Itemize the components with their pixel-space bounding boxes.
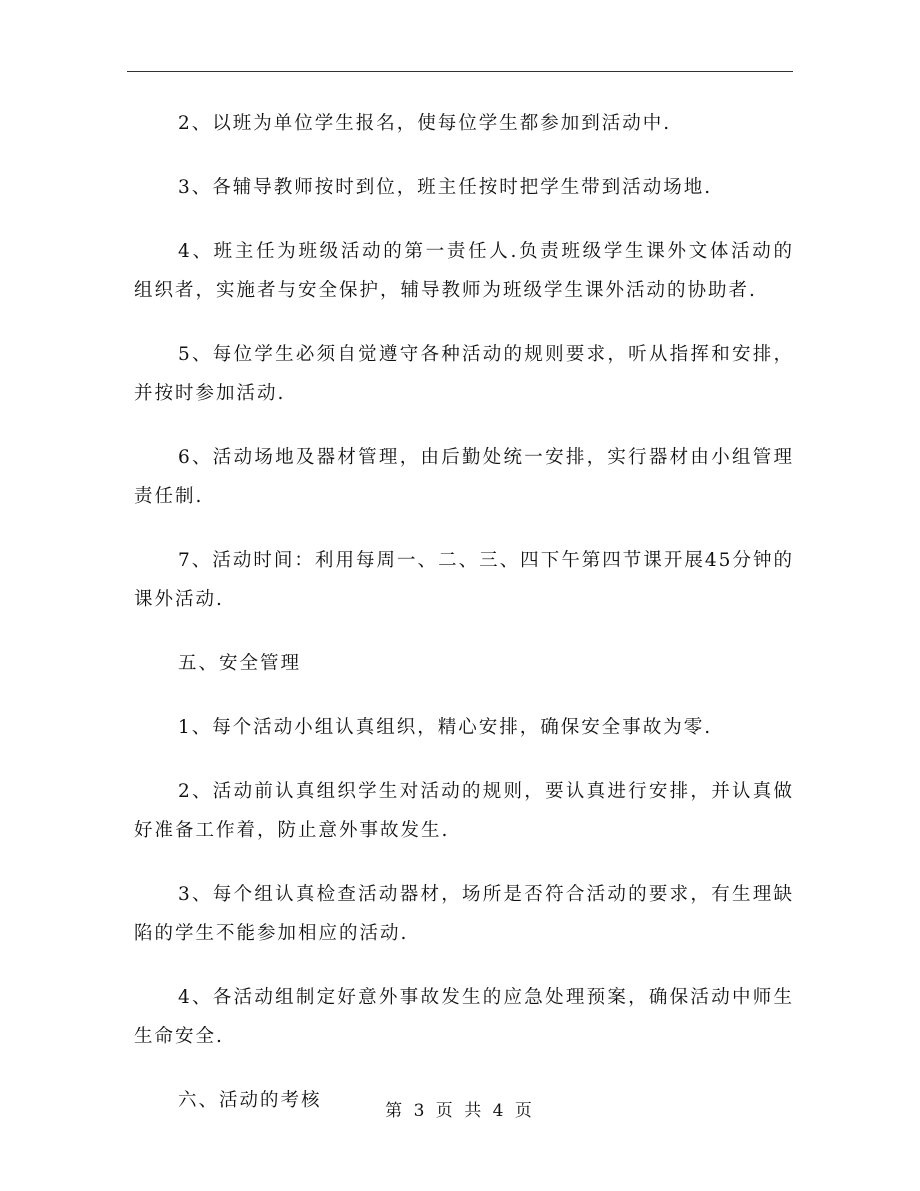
paragraph-item-5: 5、每位学生必须自觉遵守各种活动的规则要求，听从指挥和安排，并按时参加活动. xyxy=(134,344,794,404)
header-rule xyxy=(127,71,793,72)
section-heading-assessment: 六、活动的考核 xyxy=(178,1090,322,1111)
document-body xyxy=(134,104,794,1145)
page-number: 第 3 页 共 4 页 xyxy=(385,1101,535,1121)
safety-item-4: 4、各活动组制定好意外事故发生的应急处理预案，确保活动中师生生命安全. xyxy=(134,987,794,1047)
section-heading-safety: 五、安全管理 xyxy=(178,653,302,674)
safety-item-3: 3、每个组认真检查活动器材，场所是否符合活动的要求，有生理缺陷的学生不能参加相应的活动. xyxy=(134,884,794,944)
paragraph-item-2: 2、以班为单位学生报名，使每位学生都参加到活动中. xyxy=(178,113,672,134)
safety-item-2: 2、活动前认真组织学生对活动的规则，要认真进行安排，并认真做好准备工作着，防止意外事故发生. xyxy=(134,781,794,841)
paragraph-item-4: 4、班主任为班级活动的第一责任人.负责班级学生课外文体活动的组织者，实施者与安全保护，辅导教师为班级学生课外活动的协助者. xyxy=(134,241,794,301)
safety-item-1: 1、每个活动小组认真组织，精心安排，确保安全事故为零. xyxy=(178,717,713,738)
paragraph-item-7: 7、活动时间：利用每周一、二、三、四下午第四节课开展45分钟的课外活动. xyxy=(134,550,794,610)
paragraph-item-6: 6、活动场地及器材管理，由后勤处统一安排，实行器材由小组管理责任制. xyxy=(134,447,794,507)
paragraph-item-3: 3、各辅导教师按时到位，班主任按时把学生带到活动场地. xyxy=(178,177,713,198)
